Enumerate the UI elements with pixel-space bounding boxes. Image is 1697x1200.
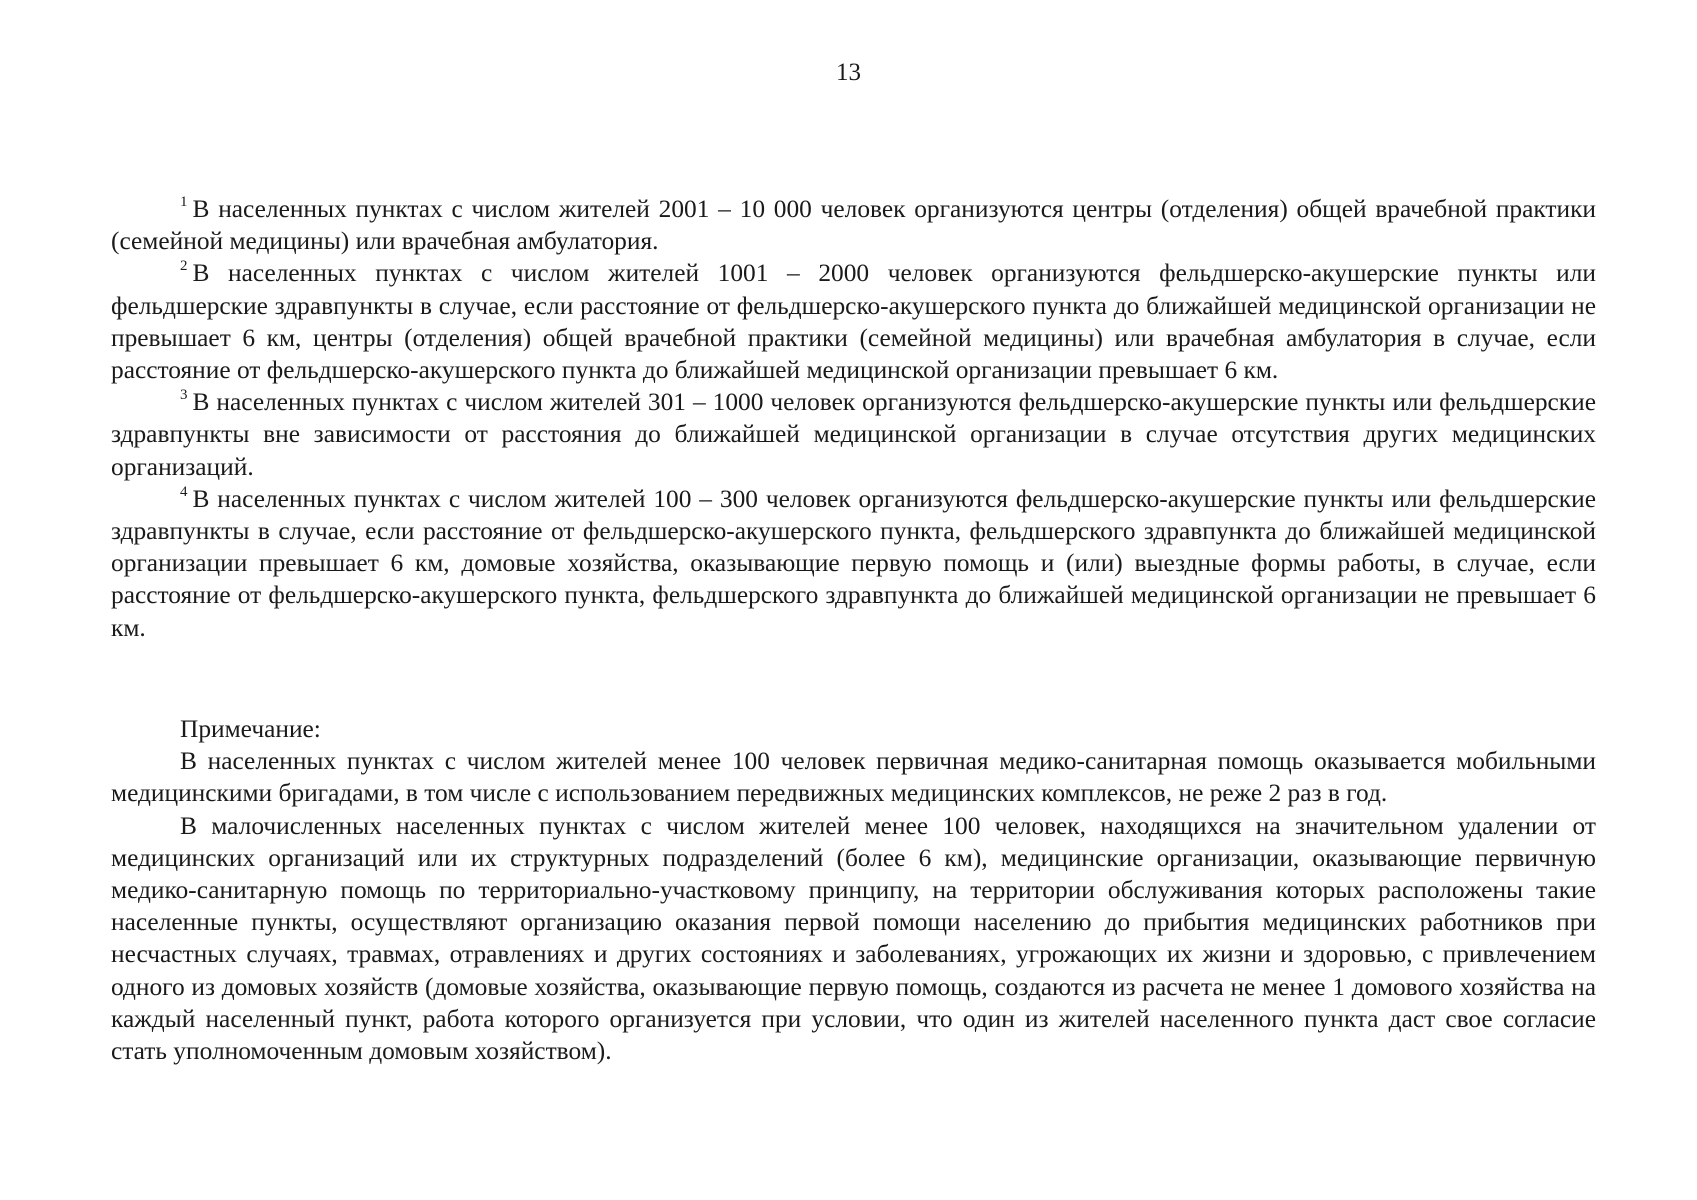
footnote-text: В населенных пунктах с числом жителей 100 – 300 человек организуются фельдшерско-акушерские пункты или фельдшерские здравпункты в случае, если расстояние от фельдшерско-акушерского пункта, фельдшерского здравпункта до ближайшей медицинской организации превышает 6 км, домовые хозяйства, оказывающие первую помощь и (или) выездные формы работы, в случае, если расстояние от фельдшерско-акушерского пункта, фельдшерского здравпункта до ближайшей медицинской организации не превышает 6 км. [111, 484, 1596, 642]
note-section [111, 713, 1596, 1067]
footnote-2 [111, 257, 1596, 386]
note-paragraph-1: В населенных пунктах с числом жителей менее 100 человек первичная медико-санитарная помощь оказывается мобильными медицинскими бригадами, в том числе с использованием передвижных медицинских комплексов, не реже 2 раз в год. [111, 747, 1596, 808]
footnote-mark: 1 [180, 194, 188, 210]
footnote-text: В населенных пунктах с числом жителей 2001 – 10 000 человек организуются центры (отделения) общей врачебной практики (семейной медицины) или врачебная амбулатория. [111, 195, 1596, 256]
footnote-3 [111, 386, 1596, 483]
footnote-1 [111, 193, 1596, 257]
footnote-mark: 4 [180, 483, 188, 500]
footnotes-section [111, 193, 1596, 644]
footnote-text: В населенных пунктах с числом жителей 301 – 1000 человек организуются фельдшерско-акушерские пункты или фельдшерские здравпункты вне зависимости от расстояния до ближайшей медицинской организации в случае отсутствия других медицинских организаций. [111, 388, 1596, 481]
note-heading: Примечание: [180, 715, 321, 743]
footnote-mark: 2 [180, 258, 188, 275]
footnote-mark: 3 [180, 387, 188, 404]
note-paragraph-2: В малочисленных населенных пунктах с числом жителей менее 100 человек, находящихся на значительном удалении от медицинских организаций или их структурных подразделений (более 6 км), медицинские организации, оказывающие первичную медико-санитарную помощь по территориально-участковому принципу, на территории обслуживания которых расположены такие населенные пункты, осуществляют организацию оказания первой помощи населению до прибытия медицинских работников при несчастных случаях, травмах, отравлениях и других состояниях и заболеваниях, угрожающих их жизни и здоровью, с привлечением одного из домовых хозяйств (домовые хозяйства, оказывающие первую помощь, создаются из расчета не менее 1 домового хозяйства на каждый населенный пункт, работа которого организуется при условии, что один из жителей населенного пункта даст свое согласие стать уполномоченным домовым хозяйством). [111, 811, 1596, 1066]
footnote-text: В населенных пунктах с числом жителей 1001 – 2000 человек организуются фельдшерско-акушерские пункты или фельдшерские здравпункты в случае, если расстояние от фельдшерско-акушерского пункта до ближайшей медицинской организации не превышает 6 км, центры (отделения) общей врачебной практики (семейной медицины) или врачебная амбулатория в случае, если расстояние от фельдшерско-акушерского пункта до ближайшей медицинской организации превышает 6 км. [111, 259, 1596, 385]
footnote-4 [111, 483, 1596, 644]
page-number: 13 [836, 59, 861, 86]
